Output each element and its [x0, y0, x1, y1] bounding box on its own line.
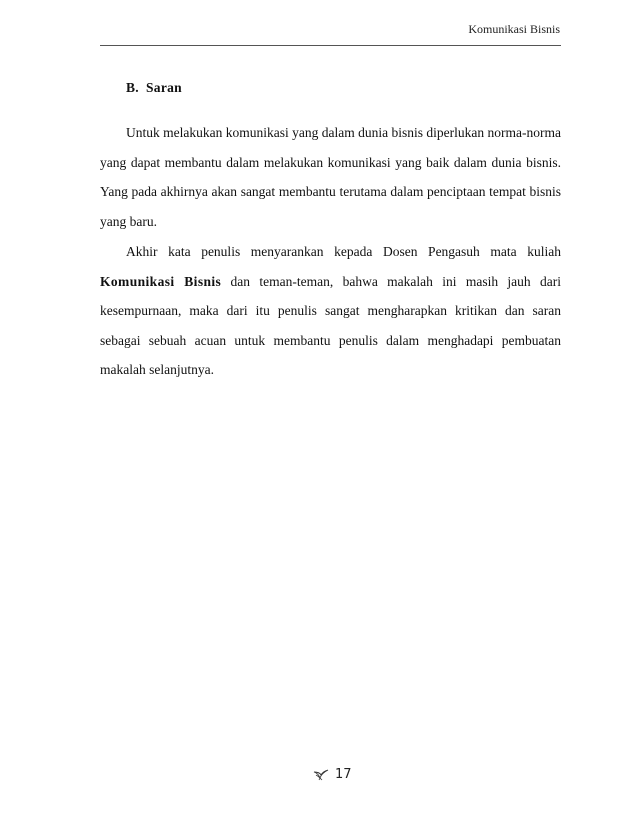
paragraph-2-rest: dan teman-teman, bahwa makalah ini masih jauh dari kesempurnaan, maka dari itu penulis sangat mengharapkan kritikan dan saran sebagai sebuah acuan untuk membantu penulis dalam menghadapi pembuatan makalah selanjutnya.: [100, 273, 561, 377]
section-heading: [126, 80, 182, 96]
paragraph-1: Untuk melakukan komunikasi yang dalam dunia bisnis diperlukan norma-norma yang dapat membantu dalam melakukan komunikasi yang baik dalam dunia bisnis. Yang pada akhirnya akan sangat membantu terutama dalam penciptaan tempat bisnis yang baru.: [100, 125, 561, 229]
dove-icon: [313, 769, 329, 781]
paragraph-2-lead: Akhir kata penulis menyarankan kepada Dosen Pengasuh mata kuliah: [126, 244, 561, 259]
page-footer: [313, 767, 352, 782]
page-number: 17: [335, 767, 352, 782]
section-title: Saran: [145, 80, 182, 95]
paragraph-2: [100, 237, 561, 385]
course-name: Komunikasi Bisnis: [100, 273, 222, 289]
header-divider: [100, 45, 561, 46]
running-header: Komunikasi Bisnis: [468, 22, 560, 36]
section-number: B.: [126, 80, 139, 95]
